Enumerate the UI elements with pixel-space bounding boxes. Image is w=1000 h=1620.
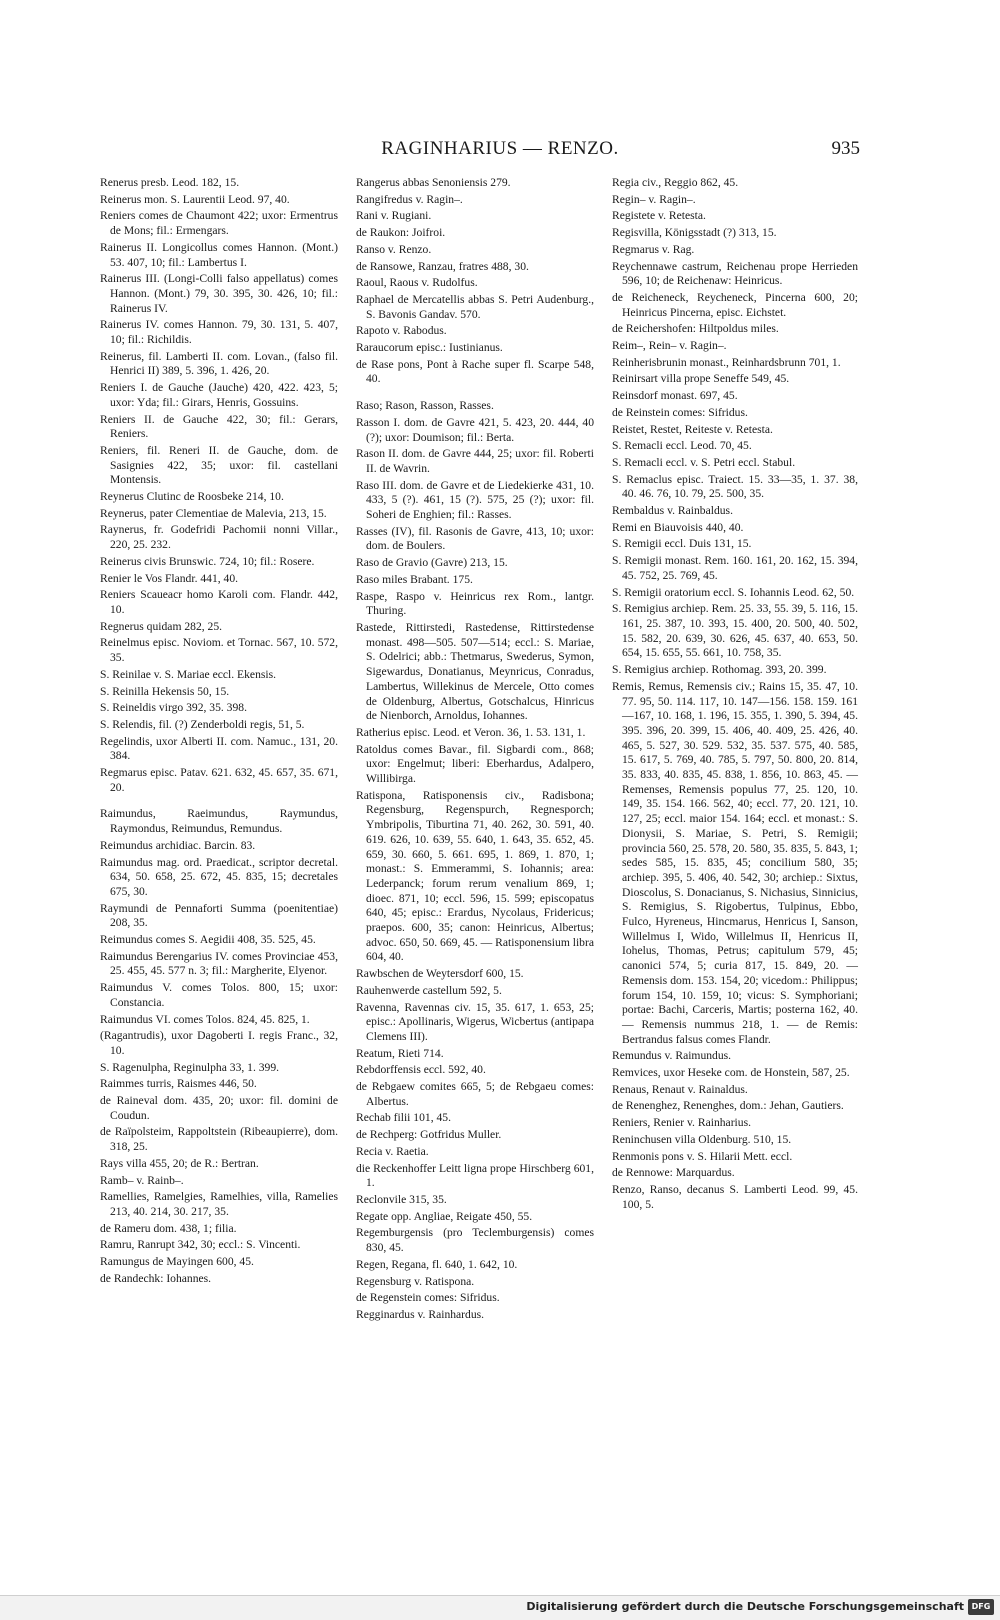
- group-separator: [356, 389, 594, 399]
- index-entry: Reninchusen villa Oldenburg. 510, 15.: [612, 1132, 792, 1146]
- page-header: [0, 130, 1000, 170]
- index-entry: de Reichershofen: Hiltpoldus miles.: [612, 322, 779, 336]
- index-entry: Regemburgensis (pro Teclemburgensis) comes 830, 45.: [356, 1226, 594, 1255]
- index-entry: de Renenghez, Renenghes, dom.: Jehan, Gautiers.: [612, 1099, 844, 1113]
- index-entry: Renier le Vos Flandr. 441, 40.: [100, 571, 239, 585]
- index-entry: Rawbschen de Weytersdorf 600, 15.: [356, 967, 524, 981]
- index-entry: Renmonis pons v. S. Hilarii Mett. eccl.: [612, 1149, 793, 1163]
- index-entry: Rainerus IV. comes Hannon. 79, 30. 131, 5. 407, 10; fil.: Richildis.: [100, 318, 338, 347]
- index-entry: Registete v. Retesta.: [612, 209, 706, 223]
- index-entry: Raimundus V. comes Tolos. 800, 15; uxor: Constancia.: [100, 981, 338, 1009]
- index-entry: de Raïpolsteim, Rappoltstein (Ribeaupierre), dom. 318, 25.: [100, 1125, 338, 1154]
- index-entry: de Reicheneck, Reycheneck, Pincerna 600, 20; Heinricus Pincerna, episc. Eichstet.: [612, 290, 858, 319]
- index-entry: Reynerus Clutinc de Roosbeke 214, 10.: [100, 490, 284, 504]
- index-entry: S. Remaclus episc. Traiect. 15. 33—35, 1. 37. 38, 40. 46. 76, 10. 79, 25. 500, 35.: [612, 472, 858, 501]
- index-entry: Reimundus comes S. Aegidii 408, 35. 525, 45.: [100, 933, 316, 947]
- index-entry: Raynerus, fr. Godefridi Pachomii nonni Villar., 220, 25. 232.: [100, 523, 338, 552]
- index-entry: Raso de Gravio (Gavre) 213, 15.: [356, 556, 508, 570]
- index-entry: Reclonvile 315, 35.: [356, 1193, 447, 1206]
- index-entry: Ratispona, Ratisponensis civ., Radisbona; Regensburg, Regenspurch, Regnesporch; Ymbripolis, Tiburtina 71, 40. 262, 30. 591, 40. 619. 626, 10. 639, 55. 640, 1. 643, 35. 652, 45. 659, 30. 660, 5. 661. 695, 1. 869, 1. 870, 1; monast.: S. Emmerammi, S. Iohannis; area: Lederpanck; forum rerum venalium 869, 1; dioec. 871, 10; eccl. 596, 15. 599; episcopatus 640, 45; episc.: Erardus, Nycolaus, Fridericus; praepos. 600, 35; canon: Heinricus, Albertus; advoc. 650, 50. 669, 45. — Ratisponensium libra 604, 40.: [356, 788, 594, 964]
- index-entry: Ramb– v. Rainb–.: [100, 1173, 184, 1187]
- index-entry: S. Reinilla Hekensis 50, 15.: [100, 684, 230, 698]
- index-column-3: [612, 176, 858, 1214]
- index-entry: Regisvilla, Königsstadt (?) 313, 15.: [612, 226, 777, 240]
- index-column-1: [100, 176, 338, 1289]
- index-entry: S. Remigii oratorium eccl. S. Iohannis Leod. 62, 50.: [612, 585, 855, 599]
- index-entry: S. Remigii monast. Rem. 160. 161, 20. 162, 15. 394, 45. 752, 25. 769, 45.: [612, 554, 858, 582]
- index-entry: Reimundus archidiac. Barcin. 83.: [100, 838, 256, 852]
- index-entry: Ranso v. Renzo.: [356, 242, 432, 256]
- index-entry: Regelindis, uxor Alberti II. com. Namuc., 131, 20. 384.: [100, 734, 338, 763]
- index-entry: Remvices, uxor Heseke com. de Honstein, 587, 25.: [612, 1066, 850, 1080]
- index-entry: Raoul, Raous v. Rudolfus.: [356, 276, 478, 290]
- index-entry: Raimundus VI. comes Tolos. 824, 45. 825, 1.: [100, 1012, 310, 1026]
- index-entry: Remi en Biauvoisis 440, 40.: [612, 520, 744, 534]
- index-entry: Rani v. Rugiani.: [356, 209, 432, 223]
- index-entry: Rastede, Rittirstedi, Rastedense, Rittirstedense monast. 498—505. 507—514; eccl.: S. Mariae, S. Odelrici; abb.: Thetmarus, Swederus, Symon, Sigewardus, Donatianus, Meynricus, Conradus, Lambertus, Willekinus de Mercele, Otto comes de Oldenburg, Albertus, Gotschalcus, Hinricus de Nienborch, Arnoldus, Iohannes.: [356, 620, 594, 723]
- index-entry: Reinerus mon. S. Laurentii Leod. 97, 40.: [100, 192, 290, 206]
- index-entry: Rebdorffensis eccl. 592, 40.: [356, 1063, 486, 1077]
- index-entry: Ratoldus comes Bavar., fil. Sigbardi com., 868; uxor: Engelmut; liberi: Eberhardus, Adalpero, Willibirga.: [356, 742, 594, 786]
- index-entry: de Rennowe: Marquardus.: [612, 1166, 735, 1180]
- index-entry: S. Remigius archiep. Rem. 25. 33, 55. 39, 5. 116, 15. 161, 25. 387, 10. 393, 15. 400, 20. 500, 40. 502, 15. 582, 20. 639, 30. 626, 45. 637, 40. 653, 50. 654, 15. 655, 55. 661, 10. 758, 35.: [612, 602, 858, 660]
- index-entry: Raymundi de Pennaforti Summa (poenitentiae) 208, 35.: [100, 901, 338, 930]
- index-entry: Raphael de Mercatellis abbas S. Petri Audenburg., S. Bavonis Gandav. 570.: [356, 292, 594, 321]
- index-entry: (Ragantrudis), uxor Dagoberti I. regis Franc., 32, 10.: [100, 1029, 338, 1057]
- index-entry: Rechab filii 101, 45.: [356, 1111, 451, 1125]
- index-entry: de Regenstein comes: Sifridus.: [356, 1291, 500, 1305]
- index-entry: Renaus, Renaut v. Rainaldus.: [612, 1082, 748, 1096]
- index-entry: Ratherius episc. Leod. et Veron. 36, 1. 53. 131, 1.: [356, 725, 586, 739]
- index-entry: Renerus presb. Leod. 182, 15.: [100, 176, 240, 189]
- index-entry: de Randechk: Iohannes.: [100, 1271, 212, 1285]
- index-entry: S. Reinilae v. S. Mariae eccl. Ekensis.: [100, 667, 277, 681]
- index-entry: de Rameru dom. 438, 1; filia.: [100, 1221, 237, 1235]
- index-entry: Reniers I. de Gauche (Jauche) 420, 422. 423, 5; uxor: Yda; fil.: Girars, Henris, Gossuins.: [100, 381, 338, 409]
- index-entry: Rainerus III. (Longi-Colli falso appellatus) comes Hannon. (Mont.) 79, 30. 395, 30. 426, 10; fil.: Rainerus IV.: [100, 272, 338, 315]
- index-entry: Reinelmus episc. Noviom. et Tornac. 567, 10. 572, 35.: [100, 636, 338, 665]
- index-entry: Reniers Scaueacr homo Karoli com. Flandr. 442, 10.: [100, 588, 338, 616]
- index-entry: Reinerus civis Brunswic. 724, 10; fil.: Rosere.: [100, 554, 315, 568]
- index-entry: Rangerus abbas Senoniensis 279.: [356, 176, 511, 189]
- index-entry: Regmarus episc. Patav. 621. 632, 45. 657, 35. 671, 20.: [100, 766, 338, 794]
- index-entry: de Raineval dom. 435, 20; uxor: fil. domini de Coudun.: [100, 1094, 338, 1122]
- index-entry: S. Remacli eccl. v. S. Petri eccl. Stabul.: [612, 455, 796, 469]
- index-entry: Remis, Remus, Remensis civ.; Rains 15, 35. 47, 10. 77. 95, 50. 114. 117, 10. 147—156. 158. 159. 161—167, 10. 168, 1. 196, 15. 355, 1. 390, 5. 394, 45. 395. 396, 20. 399, 15. 406, 40. 409, 25. 426, 40. 465, 5. 527, 30. 529. 532, 35. 537. 575, 40. 585, 15. 617, 5. 769, 40. 785, 5. 797, 50. 800, 20. 814, 35. 833, 40. 835, 45. 838, 1. 856, 10. 863, 45. — Remenses, Remensis populus 77, 25. 120, 10. 149, 35. 154. 166. 562, 40; eccl. 77, 20. 121, 10. 127, 25; eccl. maior 154. 164; eccl. et monast.: S. Dionysii, S. Mariae, S. Petri, S. Remigii; provincia 560, 25. 578, 20. 580, 35. 835, 5. 843, 1; sedes 585, 15. 835, 45; concilium 580, 35; archiep. 395, 5. 406, 40. 542, 30; archiep.: Sixtus, Dioscolus, S. Donacianus, S. Nichasius, Sinnicius, S. Remigius, S. Rigobertus, Tulpinus, Ebbo, Fulco, Hyreneus, Hincmarus, Henricus I, Sanson, Willelmus I, Wido, Willelmus II, Henricus II, Iohelus, Thomas, Petrus; capitulum 579, 45; canonici 574, 5; curia 817, 15. 849, 20. — Remensis dom. 153. 154, 20; vicedom.: Philippus; forum 154, 10. 159, 10; vicus: S. Symphoriani; portae: Bachi, Carceris, Martis; posterna 162, 40. — Remensis nummus 218, 1. — de Remis: Bertrandus falsus comes Flandr.: [612, 679, 858, 1046]
- index-column-2: [356, 176, 594, 1325]
- index-entry: Rembaldus v. Rainbaldus.: [612, 504, 733, 518]
- index-entry: Regen, Regana, fl. 640, 1. 642, 10.: [356, 1257, 518, 1271]
- index-entry: Reatum, Rieti 714.: [356, 1046, 444, 1060]
- index-entry: Rauhenwerde castellum 592, 5.: [356, 983, 502, 997]
- index-entry: Raimmes turris, Raismes 446, 50.: [100, 1077, 257, 1091]
- index-entry: Reistet, Restet, Reiteste v. Retesta.: [612, 422, 773, 436]
- index-entry: Reinherisbrunin monast., Reinhardsbrunn 701, 1.: [612, 355, 841, 369]
- index-entry: Raso miles Brabant. 175.: [356, 572, 473, 586]
- index-entry: Ramellies, Ramelgies, Ramelhies, villa, Ramelies 213, 40. 214, 30. 217, 35.: [100, 1190, 338, 1218]
- page-title: RAGINHARIUS — RENZO.: [381, 138, 619, 159]
- index-entry: Ramungus de Mayingen 600, 45.: [100, 1255, 254, 1269]
- index-entry: Rasson I. dom. de Gavre 421, 5. 423, 20. 444, 40 (?); uxor: Doumison; fil.: Berta.: [356, 415, 594, 444]
- index-entry: Reychennawe castrum, Reichenau prope Herrieden 596, 10; de Reichenaw: Heinricus.: [612, 259, 858, 288]
- index-entry: Reynerus, pater Clementiae de Malevia, 213, 15.: [100, 506, 327, 520]
- index-entry: S. Remigii eccl. Duis 131, 15.: [612, 537, 752, 551]
- index-entry: Ramru, Ranrupt 342, 30; eccl.: S. Vincenti.: [100, 1238, 301, 1252]
- index-entry: Regmarus v. Rag.: [612, 242, 695, 256]
- index-entry: S. Remigius archiep. Rothomag. 393, 20. 399.: [612, 663, 827, 677]
- index-entry: die Reckenhoffer Leitt ligna prope Hirschberg 601, 1.: [356, 1161, 594, 1190]
- index-entry: Raimundus Berengarius IV. comes Provinciae 453, 25. 455, 45. 577 n. 3; fil.: Margherite, Elyenor.: [100, 949, 338, 978]
- index-entry: Rasses (IV), fil. Rasonis de Gavre, 413, 10; uxor: dom. de Boulers.: [356, 524, 594, 553]
- index-entry: Regate opp. Angliae, Reigate 450, 55.: [356, 1209, 533, 1223]
- index-entry: Renzo, Ranso, decanus S. Lamberti Leod. 99, 45. 100, 5.: [612, 1183, 858, 1211]
- dfg-logo: DFG: [968, 1599, 994, 1615]
- index-entry: Rainerus II. Longicollus comes Hannon. (Mont.) 53. 407, 10; fil.: Lambertus I.: [100, 240, 338, 269]
- index-entry: Reinerus, fil. Lamberti II. com. Lovan., (falso fil. Henrici II) 389, 5. 396, 1. 426, 20.: [100, 349, 338, 378]
- index-entry: Reniers comes de Chaumont 422; uxor: Ermentrus de Mons; fil.: Ermengars.: [100, 209, 338, 238]
- index-entry: de Rechperg: Gotfridus Muller.: [356, 1128, 502, 1142]
- funding-credit: Digitalisierung gefördert durch die Deutsche Forschungsgemeinschaft: [526, 1600, 964, 1613]
- group-separator: [100, 797, 338, 807]
- index-entry: S. Remacli eccl. Leod. 70, 45.: [612, 439, 752, 453]
- index-entry: Rangifredus v. Ragin–.: [356, 192, 463, 206]
- index-entry: Rays villa 455, 20; de R.: Bertran.: [100, 1156, 259, 1170]
- index-entry: Rapoto v. Rabodus.: [356, 324, 447, 338]
- index-entry: Reniers, fil. Reneri II. de Gauche, dom. de Sasignies 422, 35; uxor: fil. castellani Montensis.: [100, 443, 338, 487]
- index-entry: Remundus v. Raimundus.: [612, 1049, 732, 1063]
- index-entry: Raraucorum episc.: Iustinianus.: [356, 341, 503, 355]
- index-entry: Raso; Rason, Rasson, Rasses.: [356, 399, 494, 413]
- index-entry: S. Reineldis virgo 392, 35. 398.: [100, 701, 247, 715]
- index-entry: Ravenna, Ravennas civ. 15, 35. 617, 1. 653, 25; episc.: Apollinaris, Wigerus, Wicbertus (antipapa Clemens III).: [356, 1000, 594, 1043]
- index-entry: Reinsdorf monast. 697, 45.: [612, 389, 738, 403]
- index-entry: Reim–, Rein– v. Ragin–.: [612, 339, 727, 353]
- index-entry: de Reinstein comes: Sifridus.: [612, 405, 748, 419]
- index-entry: de Ransowe, Ranzau, fratres 488, 30.: [356, 259, 529, 273]
- index-entry: S. Relendis, fil. (?) Zenderboldi regis, 51, 5.: [100, 717, 305, 731]
- index-entry: Rason II. dom. de Gavre 444, 25; uxor: fil. Roberti II. de Wavrin.: [356, 447, 594, 475]
- index-entry: Raspe, Raspo v. Heinricus rex Rom., lantgr. Thuring.: [356, 589, 594, 618]
- index-entry: Regia civ., Reggio 862, 45.: [612, 176, 739, 189]
- index-entry: Reinirsart villa prope Seneffe 549, 45.: [612, 372, 790, 386]
- index-entry: Raimundus, Raeimundus, Raymundus, Raymondus, Reimundus, Remundus.: [100, 807, 338, 836]
- index-entry: de Raukon: Joifroi.: [356, 226, 446, 240]
- index-entry: Recia v. Raetia.: [356, 1144, 429, 1158]
- index-entry: Reniers II. de Gauche 422, 30; fil.: Gerars, Reniers.: [100, 412, 338, 441]
- index-entry: Regnerus quidam 282, 25.: [100, 619, 223, 633]
- index-entry: Regensburg v. Ratispona.: [356, 1274, 475, 1288]
- page-number: 935: [831, 138, 860, 159]
- index-entry: Raimundus mag. ord. Praedicat., scriptor decretal. 634, 50. 658, 25. 672, 45. 835, 15; decretales 675, 30.: [100, 855, 338, 898]
- index-entry: Regginardus v. Rainhardus.: [356, 1307, 485, 1321]
- footer-bar: [0, 1595, 1000, 1620]
- index-entry: S. Ragenulpha, Reginulpha 33, 1. 399.: [100, 1060, 280, 1074]
- index-entry: Reniers, Renier v. Rainharius.: [612, 1116, 751, 1130]
- index-entry: de Rebgaew comites 665, 5; de Rebgaeu comes: Albertus.: [356, 1080, 594, 1108]
- index-entry: Regin– v. Ragin–.: [612, 192, 696, 206]
- index-entry: Raso III. dom. de Gavre et de Liedekierke 431, 10. 433, 5 (?). 461, 15 (?). 575, 25 (?); uxor: fil. Soheri de Enghien; fil.: Rasses.: [356, 478, 594, 522]
- index-entry: de Rase pons, Pont à Rache super fl. Scarpe 548, 40.: [356, 357, 594, 386]
